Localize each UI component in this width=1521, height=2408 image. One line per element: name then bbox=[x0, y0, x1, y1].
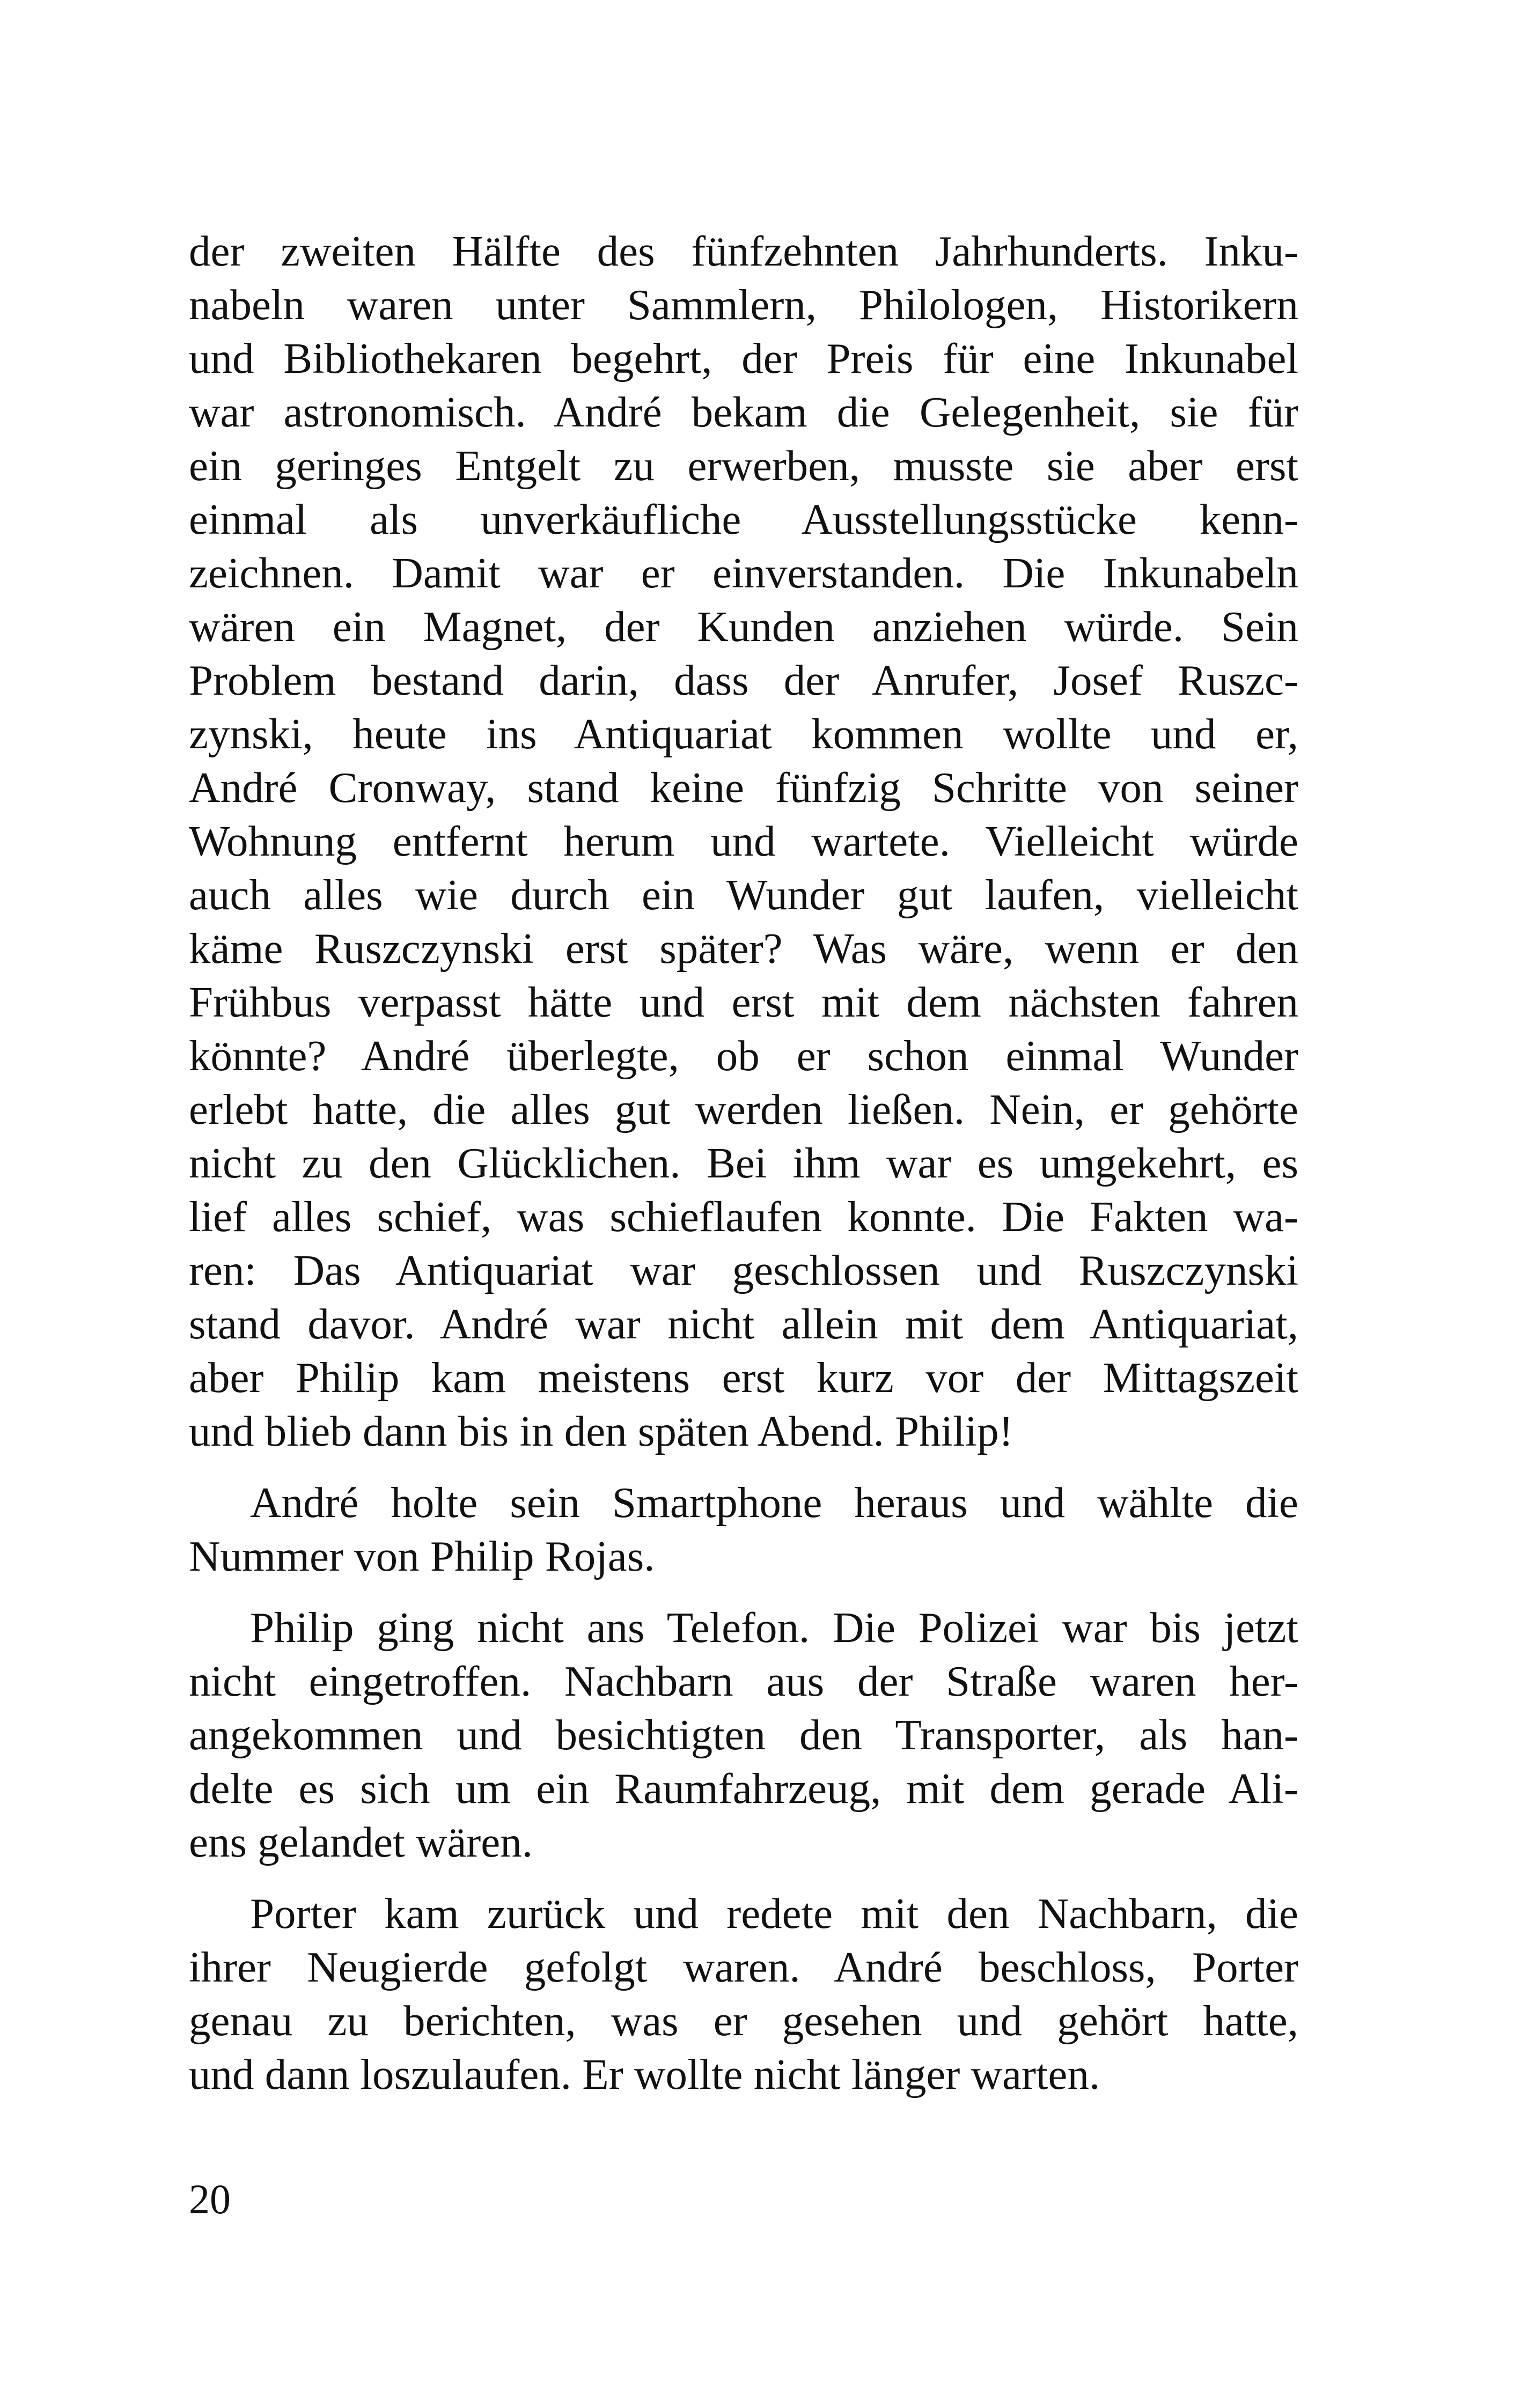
text-line: Frühbus verpasst hätte und erst mit dem nächsten fahren bbox=[189, 978, 1298, 1026]
text-line: aber Philip kam meistens erst kurz vor der Mittagszeit bbox=[189, 1353, 1298, 1402]
text-line: ren: Das Antiquariat war geschlossen und Ruszczynski bbox=[189, 1246, 1298, 1294]
paragraph bbox=[189, 1887, 1298, 2101]
text-line: der zweiten Hälfte des fünfzehnten Jahrhunderts. Inku- bbox=[189, 227, 1298, 275]
text-line: auch alles wie durch ein Wunder gut laufen, vielleicht bbox=[189, 871, 1298, 919]
text-line: könnte? André überlegte, ob er schon einmal Wunder bbox=[189, 1032, 1298, 1080]
text-line: delte es sich um ein Raumfahrzeug, mit dem gerade Ali- bbox=[189, 1764, 1298, 1813]
text-line: Philip ging nicht ans Telefon. Die Polizei war bis jetzt bbox=[250, 1603, 1298, 1652]
text-line: und dann loszulaufen. Er wollte nicht länger warten. bbox=[189, 2050, 1100, 2098]
text-line: angekommen und besichtigten den Transporter, als han- bbox=[189, 1711, 1298, 1759]
text-line: André holte sein Smartphone heraus und wählte die bbox=[250, 1478, 1298, 1527]
text-line: ein geringes Entgelt zu erwerben, musste sie aber erst bbox=[189, 441, 1298, 490]
page-number: 20 bbox=[189, 2176, 231, 2222]
paragraph bbox=[189, 1601, 1298, 1869]
paragraph bbox=[189, 1476, 1298, 1583]
text-line: Porter kam zurück und redete mit den Nachbarn, die bbox=[250, 1889, 1298, 1938]
text-line: André Cronway, stand keine fünfzig Schritte von seiner bbox=[189, 763, 1298, 812]
text-line: stand davor. André war nicht allein mit dem Antiquariat, bbox=[189, 1300, 1298, 1348]
text-line: und Bibliothekaren begehrt, der Preis für eine Inkunabel bbox=[189, 334, 1298, 382]
text-line: einmal als unverkäufliche Ausstellungsstücke kenn- bbox=[189, 495, 1298, 543]
text-line: lief alles schief, was schieflaufen konnte. Die Fakten wa- bbox=[189, 1192, 1298, 1241]
paragraph bbox=[189, 224, 1298, 1458]
text-line: wären ein Magnet, der Kunden anziehen würde. Sein bbox=[189, 602, 1298, 651]
text-line: Problem bestand darin, dass der Anrufer, Josef Ruszc- bbox=[189, 656, 1298, 704]
text-line: war astronomisch. André bekam die Gelegenheit, sie für bbox=[189, 388, 1298, 436]
text-line: zynski, heute ins Antiquariat kommen wollte und er, bbox=[189, 710, 1298, 758]
text-line: Wohnung entfernt herum und wartete. Vielleicht würde bbox=[189, 817, 1298, 865]
text-line: nabeln waren unter Sammlern, Philologen, Historikern bbox=[189, 281, 1298, 329]
text-line: nicht zu den Glücklichen. Bei ihm war es umgekehrt, es bbox=[189, 1139, 1298, 1187]
text-line: ens gelandet wären. bbox=[189, 1818, 533, 1866]
text-line: Nummer von Philip Rojas. bbox=[189, 1532, 655, 1580]
text-line: und blieb dann bis in den späten Abend. Philip! bbox=[189, 1407, 1013, 1455]
text-line: ihrer Neugierde gefolgt waren. André beschloss, Porter bbox=[189, 1943, 1298, 1991]
text-line: genau zu berichten, was er gesehen und gehört hatte, bbox=[189, 1997, 1298, 2045]
text-line: zeichnen. Damit war er einverstanden. Die Inkunabeln bbox=[189, 549, 1298, 597]
text-line: nicht eingetroffen. Nachbarn aus der Straße waren her- bbox=[189, 1657, 1298, 1705]
text-line: erlebt hatte, die alles gut werden ließen. Nein, er gehörte bbox=[189, 1085, 1298, 1133]
page-body bbox=[189, 224, 1298, 2101]
text-line: käme Ruszczynski erst später? Was wäre, wenn er den bbox=[189, 924, 1298, 973]
